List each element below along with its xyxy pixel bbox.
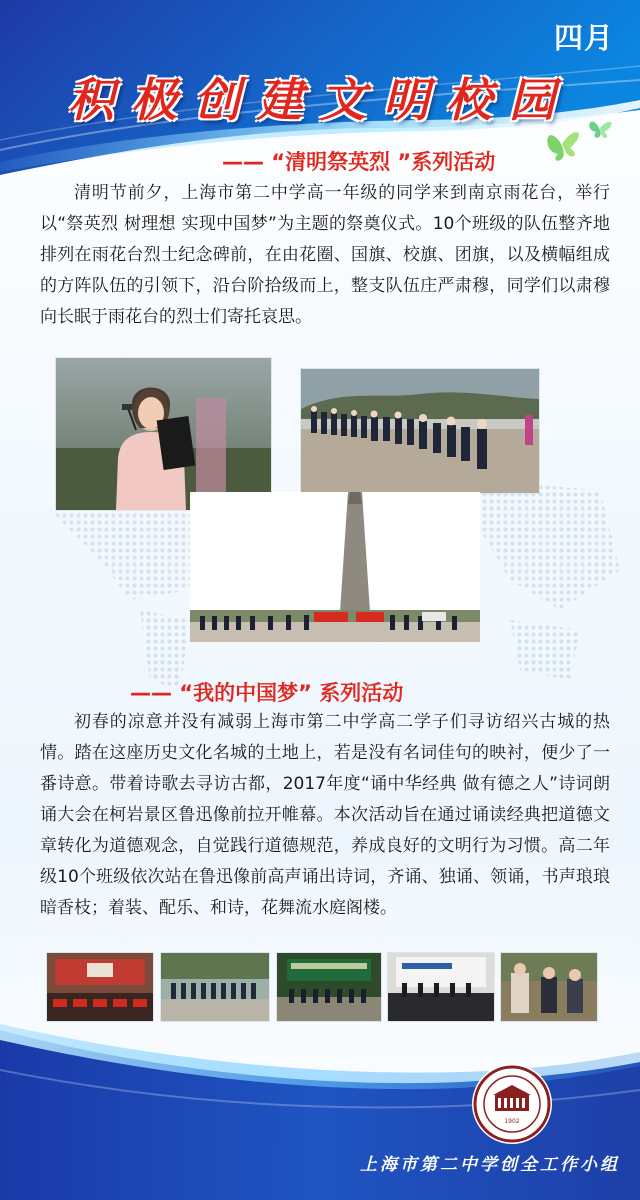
photo-banner-stage (276, 952, 382, 1022)
photo-outdoor-recital (160, 952, 270, 1022)
photo-planting (500, 952, 598, 1022)
month-label: 四月 (553, 21, 614, 55)
section1-paragraph (40, 178, 610, 333)
page-title: 积极创建文明校园 (68, 73, 572, 127)
section2-text: 初春的凉意并没有减弱上海市第二中学高二学子们寻访绍兴古城的热情。踏在这座历史文化名城的土地上，若是没有名词佳句的映衬，便少了一番诗意。带着诗歌去寻访古都，2017年度“诵中华经典 做有德之人”诗词朗诵大会在柯岩景区鲁迅像前拉开帷幕。本次活动旨在通过诵读经典把道德文章转化为道德观念，自觉践行道德规范，养成良好的文明行为习惯。高二年级10个班级依次站在鲁迅像前高声诵出诗词，齐诵、独诵、领诵，书声琅琅暗香枝；着装、配乐、和诗，花舞流水庭阁楼。 (40, 712, 610, 918)
photo-speaker (55, 357, 272, 511)
emblem-year: 1902 (504, 1118, 520, 1125)
photo-monument (190, 492, 480, 642)
photo-screen-stage (387, 952, 495, 1022)
section1-title: —— “清明祭英烈 ”系列活动 (222, 150, 496, 174)
photo-auditorium (46, 952, 154, 1022)
section1-text: 清明节前夕，上海市第二中学高一年级的同学来到南京雨花台，举行以“祭英烈 树理想 实现中国梦”为主题的祭奠仪式。10个班级的队伍整齐地排列在雨花台烈士纪念碑前，在由花圈、国旗、校旗、团旗，以及横幅组成的方阵队伍的引领下，沿台阶拾级而上，整支队伍庄严肃穆，同学们以肃穆向长眠于雨花台的烈士们寄托哀思。 (40, 183, 610, 327)
footer-organization: 上海市第二中学创全工作小组 (360, 1155, 620, 1175)
school-emblem-logo (471, 1063, 553, 1145)
section2-paragraph (40, 707, 610, 924)
section2-title: —— “我的中国梦” 系列活动 (130, 681, 404, 705)
photo-students-formation (300, 368, 540, 494)
